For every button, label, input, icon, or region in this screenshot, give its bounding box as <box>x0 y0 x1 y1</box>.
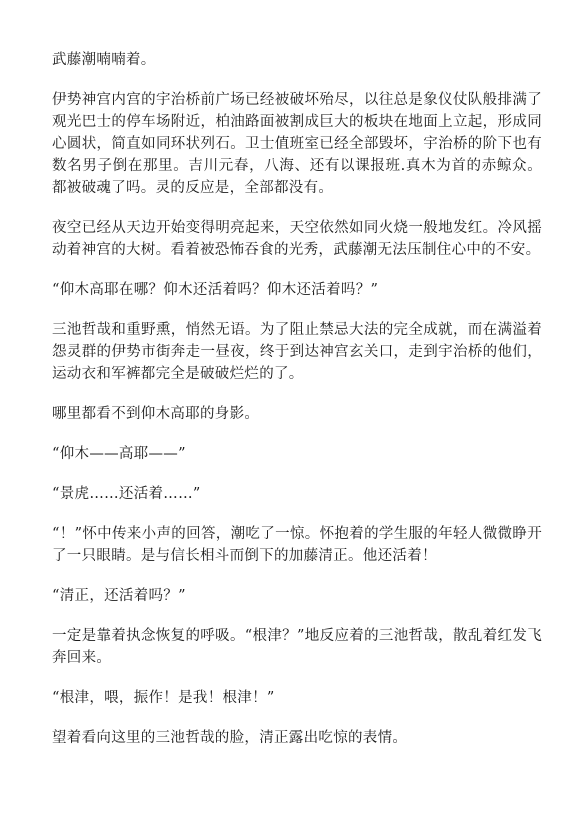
paragraph: “仰木——高耶——” <box>52 446 186 462</box>
paragraph: “仰木高耶在哪？仰木还活着吗？仰木还活着吗？” <box>52 282 379 298</box>
paragraph: 伊势神宫内宫的宇治桥前广场已经被破坏殆尽，以往总是象仪仗队般排满了观光巴士的停车场附近，柏油路面被割成巨大的板块在地面上立起，形成同心圆状，简直如同环状列石。卫士值班室已经全部毁坏，宇治桥的阶下也有数名男子倒在那里。吉川元春，八海、还有以课报班.真木为首的赤鲸众。都被破魂了吗。灵的反应是，全部都没有。 <box>52 92 542 196</box>
paragraph: 哪里都看不到仰木高耶的身影。 <box>52 406 260 422</box>
paragraph: 一定是靠着执念恢复的呼吸。“根津？”地反应着的三池哲哉，散乱着红发飞奔回来。 <box>52 628 542 666</box>
paragraph: 武藤潮喃喃着。 <box>52 52 156 68</box>
novel-page <box>52 49 542 767</box>
paragraph: “根津，喂，振作！是我！根津！” <box>52 690 275 706</box>
paragraph: “景虎……还活着……” <box>52 486 201 502</box>
paragraph: 望着看向这里的三池哲哉的脸，清正露出吃惊的表情。 <box>52 730 408 746</box>
paragraph: 三池哲哉和重野熏，悄然无语。为了阻止禁忌大法的完全成就，而在满溢着怨灵群的伊势市街奔走一昼夜，终于到达神宫玄关口，走到宇治桥的他们，运动衣和军裤都完全是破破烂烂的了。 <box>52 322 542 382</box>
paragraph: “清正，还活着吗？” <box>52 588 186 604</box>
paragraph: 夜空已经从天边开始变得明亮起来，天空依然如同火烧一般地发红。冷风摇动着神宫的大树。看着被恐怖吞食的光秀，武藤潮无法压制住心中的不安。 <box>52 220 542 258</box>
paragraph: “！”怀中传来小声的回答，潮吃了一惊。怀抱着的学生服的年轻人微微睁开了一只眼睛。是与信长相斗而倒下的加藤清正。他还活着！ <box>52 526 542 564</box>
